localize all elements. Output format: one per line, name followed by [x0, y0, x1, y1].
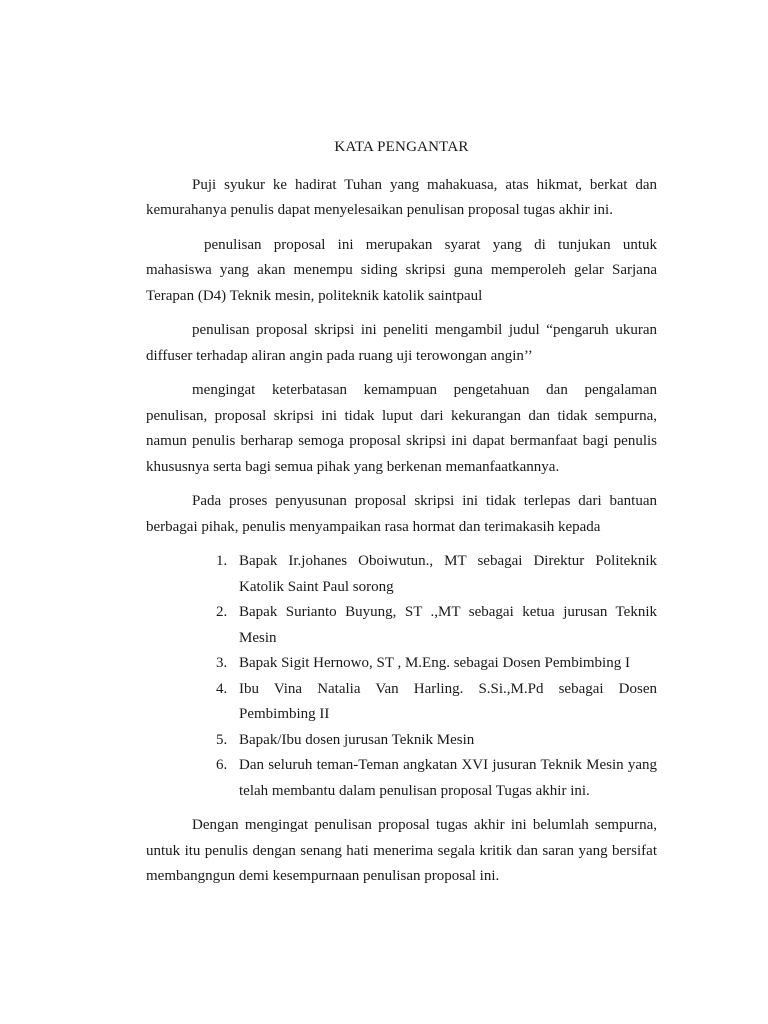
- list-item-number: 3.: [216, 655, 228, 671]
- list-item-number: 5.: [216, 731, 228, 748]
- acknowledgement-list: [146, 549, 657, 804]
- list-item-text: Bapak Surianto Buyung, ST .,MT sebagai ketua jurusan Teknik Mesin: [239, 604, 657, 646]
- page-title: KATA PENGANTAR: [334, 139, 469, 155]
- list-item-number: 2.: [216, 604, 228, 620]
- list-item-text: Dan seluruh teman-Teman angkatan XVI jusuran Teknik Mesin yang telah membantu dalam penulisan proposal Tugas akhir ini.: [239, 757, 657, 799]
- paragraph-acknowledgement-intro: Pada proses penyusunan proposal skripsi ini tidak terlepas dari bantuan berbagai pihak, penulis menyampaikan rasa hormat dan terimakasih kepada: [146, 493, 657, 535]
- list-item: [146, 600, 657, 651]
- document-content: [146, 135, 657, 899]
- paragraph-purpose: penulisan proposal ini merupakan syarat yang di tunjukan untuk mahasiswa yang akan menempu siding skripsi guna memperoleh gelar Sarjana Terapan (D4) Teknik mesin, politeknik katolik saintpaul: [146, 236, 657, 304]
- list-item: [146, 677, 657, 728]
- paragraph-closing: Dengan mengingat penulisan proposal tugas akhir ini belumlah sempurna, untuk itu penulis dengan senang hati menerima segala kritik dan saran yang bersifat membangngun demi kesempurnaan penulisan proposal ini.: [146, 817, 657, 884]
- list-item-text: Ibu Vina Natalia Van Harling. S.Si.,M.Pd sebagai Dosen Pembimbing II: [239, 680, 657, 722]
- paragraph-title-topic: penulisan proposal skripsi ini peneliti mengambil judul “pengaruh ukuran diffuser terhadap aliran angin pada ruang uji terowongan angin’’: [146, 322, 657, 364]
- paragraph-gratitude: Puji syukur ke hadirat Tuhan yang mahakuasa, atas hikmat, berkat dan kemurahanya penulis dapat menyelesaikan penulisan proposal tugas akhir ini.: [146, 176, 657, 218]
- paragraph-limitations: mengingat keterbatasan kemampuan pengetahuan dan pengalaman penulisan, proposal skripsi ini tidak luput dari kekurangan dan tidak sempurna, namun penulis berharap semoga proposal skripsi ini dapat bermanfaat bagi penulis khususnya serta bagi semua pihak yang berkenan memanfaatkannya.: [146, 382, 657, 475]
- list-item-number: 4.: [216, 680, 228, 697]
- list-item: [146, 728, 657, 754]
- list-item-text: Bapak Sigit Hernowo, ST , M.Eng. sebagai Dosen Pembimbing I: [239, 655, 630, 671]
- list-item-number: 1.: [216, 553, 228, 569]
- list-item: [146, 651, 657, 677]
- list-item: [146, 549, 657, 600]
- list-item-text: Bapak/Ibu dosen jurusan Teknik Mesin: [239, 731, 475, 748]
- list-item-number: 6.: [216, 757, 228, 773]
- list-item-text: Bapak Ir.johanes Oboiwutun., MT sebagai Direktur Politeknik Katolik Saint Paul sorong: [239, 553, 657, 595]
- list-item: [146, 753, 657, 804]
